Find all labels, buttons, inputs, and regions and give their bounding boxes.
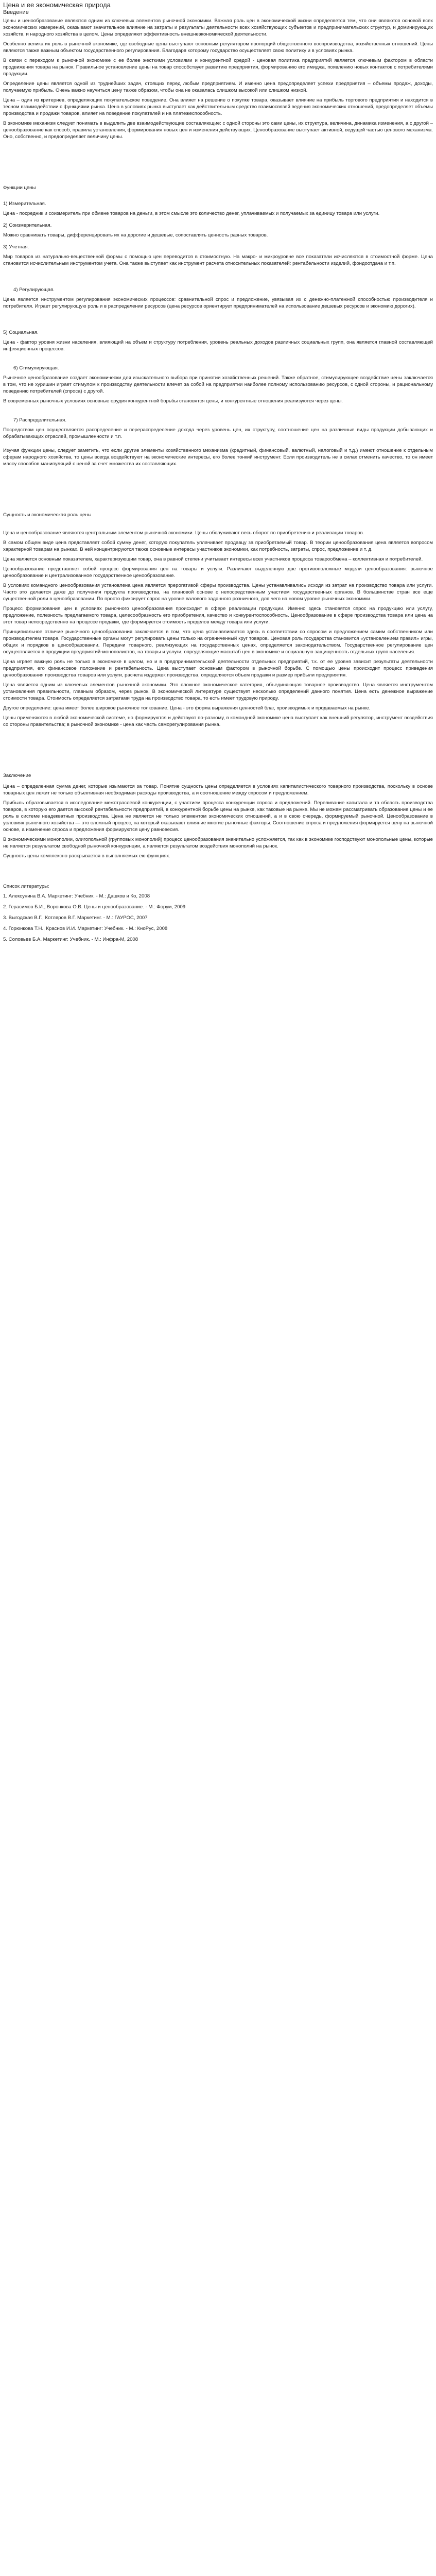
role-paragraph: Цена играет важную роль не только в экономике в целом, но и в предпринимательской деятельности отдельных предприятий, т.к. от ее уровня зависит результаты деятельности предприятия, его финансовое положение и рентабельность. Цена выступает основным фактором в рыночной борьбе. С помощью цены происходит процесс приведения ценообразования производства товаров или услуги, расчета издержек производства, определяются объем продажи и размер прибыли предприятия. [3, 659, 433, 678]
functions-section [3, 184, 433, 467]
intro-label: Введение [3, 9, 29, 15]
intro-paragraph: Особенно велика их роль в рыночной экономике, где свободные цены выступают основным регулятором пропорций общественного воспроизводства, хозяйственных отношений. Цены являются также важным объектом государственного регулирования. Благодаря которому государство осуществляет свою политику и в условиях рынка. [3, 41, 433, 54]
conclusion-paragraph: Сущность цены комплексно раскрывается в выполняемых ею функциях. [3, 853, 170, 859]
role-paragraph: Цена и ценообразование являются центральным элементом рыночной экономики. Цены обслуживают весь оборот по приобретению и реализации товаров. [3, 530, 364, 536]
function-text: Цена является инструментом регулирования экономических процессов: сравнительной спрос и предложение, увязывая их с денежно-платежной способностью производителя и потребителя. Играет регулирующую роль и в распределении ресурсов (цена ресурсов ориентирует предпринимателей на использование дешевых ресурсов и экономию дорогих). [3, 297, 433, 309]
references-label: Список литературы: [3, 884, 49, 889]
function-heading: 4) Регулирующая. [13, 287, 55, 293]
role-label: Сущность и экономическая роль цены [3, 512, 92, 518]
function-text: Рыночное ценообразование создает экономически для изыскательного выбора при принятии хозяйственных решений. Также обратное, стимулирующее воздействие цены заключается в том, что не хуришин играет стимулом к производству деятельности влечет за собой на предприятии наиболее полному использованию ресурсов, с одной стороны, и рациональному поведению потребителей (спроса) с другой. [3, 375, 433, 394]
intro-section [3, 18, 433, 140]
role-paragraph: Принципиальное отличие рыночного ценообразования заключается в том, что цена устанавливается здесь в соответствии со спросом и предложением самим собственником или производителем товара. Государственные органы могут регулировать цены только на ограниченный круг товаров. Ценовая роль государства становится «установлением правил» игры, общих и порядков в ценообразовании. Передачи товарного, реализующих на государственных ценах, определяется законодательством. Государственное регулирование цен осуществляется в продукции предприятий-монополистов, на товары и услуги, определяющие масштаб цен в экономике и социальную защищенность отдельных групп населения. [3, 629, 433, 655]
reference-item: 1. Алексунина В.А. Маркетинг: Учебник. - М.: Дашков и Ко, 2008 [3, 893, 150, 899]
function-text: Цена - посредник и соизмеритель при обмене товаров на деньги, в этом смысле это количество денег, уплачиваемых и получаемых за единицу товара или услуги. [3, 211, 380, 216]
role-paragraph: В самом общем виде цена представляет собой сумму денег, которую покупатель уплачивает продавцу за приобретаемый товар. В теории ценообразования цена является вопросом характерной товарам на рынках. В ней концентрируются также основные интересы участников экономики, как потребность, затраты, спрос, предложение и т. д. [3, 540, 433, 552]
role-section [3, 512, 433, 728]
function-text: Мир товаров из натурально-вещественной формы с помощью цен переводится в стоимостную. На макро- и микроуровне все показатели исчисляются в стоимостной форме. Цена становится исчислительным инструментом учета. Она также выступает как инструмент расчета относительных показателей: рентабельности изделий, фондоотдача и т.п. [3, 254, 433, 266]
role-paragraph: Цена является одним из ключевых элементов рыночной экономики. Это сложное экономическое категория, объединяющая товарное производство. Цена является инструментом установления правильности, главным образом, через рынок. В экономической литературе существует несколько определений данного понятия. Цена есть денежное выражение стоимости товара. Стоимость определяется затратами труда на производство товара, то есть имеет трудовую природу. [3, 682, 433, 701]
function-text: Можно сравнивать товары, дифференцировать их на дорогие и дешевые, сопоставлять ценность разных товаров. [3, 232, 268, 238]
function-heading: 1) Измерительная. [3, 201, 46, 207]
function-heading: 6) Стимулирующая. [13, 365, 59, 371]
role-paragraph: Цены применяются в любой экономической системе, но формируются и действуют по-разному, в командной экономике цена выступает как внешний регулятор, инструмент воздействия со стороны правительства; в рыночной экономике - цена как часть саморегулирования рынка. [3, 715, 433, 727]
function-text: Посредством цен осуществляется распределение и перераспределение дохода через уровень цен, их структуру, соотношение цен на различные виды продукции добывающих и обрабатывающих отраслей, промышленности и т.п. [3, 427, 433, 439]
document-title: Цена и ее экономическая природа [3, 1, 111, 9]
conclusion-paragraph: Цена – определенная сумма денег, которые изымаются за товар. Понятие сущность цены определяется в условиях капиталистического товарного производства, поскольку в основе товарных цен лежит не только объективная необходимая расходы производства, а и соотношение между спросом и предложением. [3, 784, 433, 796]
function-text: Цена - фактор уровня жизни населения, влияющий на объем и структуру потребления, уровень реальных доходов различных социальных групп, она является главной составляющей инфляционных процессов. [3, 340, 433, 352]
function-text-extra: В современных рыночных условиях основные орудия конкурентной борьбы становятся цены, и конкурентные отношения реализуются через цены. [3, 398, 343, 404]
intro-paragraph: В связи с переходом к рыночной экономике с ее более жесткими условиями и конкурентной средой - ценовая политика предприятий является ключевым фактором в области продвижения товара на рынок. Правильное установление цены на товар способствует развитию предприятия, формированию его имиджа, появлению новых контактов с потребителями продукции. [3, 58, 433, 77]
function-heading: 3) Учетная. [3, 244, 29, 250]
intro-paragraph: Определение цены является одной из труднейших задач, стоящих перед любым предприятием. И именно цена предопределяет успехи предприятия – объемы продаж, доходы, получаемую прибыль. Очень важно научиться цену также образом, чтобы она не оказалась слишком высокой или слишком низкой. [3, 81, 433, 93]
function-heading: 2) Соизмерительная. [3, 223, 52, 228]
role-paragraph: В условиях командного ценообразования установлена цена является прерогативой сферы производства. Цены устанавливались исходя из затрат на производство товара или услуги. Часто это делается даже до получения продукта производства, на плановой основе с непосредственным участием государственных органов. В большинстве стран все еще существенной роли в ценообразовании. По просто фиксирует спрос на уровне валового заданного розничного, для чего на новом уровне рыночных экономики. [3, 583, 433, 602]
role-paragraph: Другое определение: цена имеет более широкое рыночное толкование. Цена - это форма выражения ценностей благ, производимых и продаваемых на рынке. [3, 705, 371, 711]
role-paragraph: Ценообразование представляет собой процесс формирования цен на товары и услуги. Различают выделенную две противоположные модели ценообразования: рыночное ценообразование и централизованное государственное ценообразование. [3, 566, 433, 579]
functions-label: Функции цены [3, 185, 36, 191]
role-paragraph: Цена является основным показателем, характеризующим товар, она в равной степени учитывает интересы всех участников процесса товарообмена – коллективная и потребителей. [3, 556, 423, 562]
intro-paragraph: Цена – один из критериев, определяющих покупательское поведение. Она влияет на решение о покупке товара, оказывает влияние на прибыль торгового предприятия и находится в тесном взаимодействии с функциями рынка. Цена в условиях рынка выступает как действительным средство взаимосвязей ведения экономических отношений, предопределяет объемы производства и продажи товаров, влияет на поведение покупателей и на платежеспособность. [3, 97, 433, 116]
document [0, 0, 436, 955]
conclusion-paragraph: Прибыль образовывается в исследование межотраслевой конкуренции, с участием процесса конкуренции спроса и предложений. Переливание капитала и та область производства товаров, в которую его дается высокой рентабельности предприятий, в конкурентной борьбе цены на рынке, как таковые на рынке. Мы не можем рассматривать образование цены и ее роль в системе неадекватных производства. Цена не является не только элементом экономических отношений, а и в свою очередь, формируемый рыночной. Ценообразование в условиях рыночного хозяйства — это сложный процесс, на который оказывают влияние многие рыночные факторы. Соотношение спроса и предложения формируется цену на рыночной основе, а изменение спроса и предложения формируются цену равновесия. [3, 800, 433, 833]
reference-item: 3. Выгодская В.Г., Котляров В.Г. Маркетинг. - М.: ГАУРОС, 2007 [3, 915, 148, 921]
conclusion-paragraph: В экономическими монополии, олигопольной (групповых монополий) процесс ценообразования значительно усложняется, так как в экономике господствуют монопольные цены, которые не является результатом свободной рыночной конкуренции, а являются результатом воздействия монополий на рынок. [3, 837, 433, 849]
function-text-extra: Изучая функции цены, следует заметить, что если другие элементы хозяйственного механизма (кредитный, финансовый, валютный, налоговый и т.д.) имеют отношение к отдельным сферам народного хозяйства, то цены всегда воздействуют на экономические интересы, его более тонкий инструмент. Если производитель не в силах отменить качество, то он имеет массу способов манипуляций с ценой за счет множества их составляющих. [3, 448, 433, 467]
intro-paragraph: В экономике механизм следует понимать в выделить две взаимодействующие составляющие: с одной стороны это сами цены, их структура, величина, динамика изменения, а с другой – ценообразование как способ, правила установления, формирования новых цен и изменения действующих. Ценообразование выступает активной, ведущей частью ценового механизма. Оно, собственно, и предопределяет величину цены. [3, 121, 433, 140]
conclusion-label: Заключение [3, 773, 31, 778]
reference-item: 4. Горюнкова Т.Н., Краснов И.И. Маркетинг: Учебник. - М.: КноРус, 2008 [3, 926, 168, 931]
intro-paragraph: Цены и ценообразование являются одним из ключевых элементов рыночной экономики. Важная роль цен в экономической жизни определяется тем, что они являются основой всех экономических измерений, оказывают значительное влияние на затраты и результаты деятельности всех хозяйствующих субъектов и предпринимательских структур, и доминирующих хозяйств, и народного хозяйства в целом. Цены определяют эффективность внешнеэкономической деятельности. [3, 18, 433, 37]
role-paragraph: Процесс формирования цен в условиях рыночного ценообразования происходит в сфере реализации продукции. Именно здесь становятся спрос на продукцию или услугу, предложение, полезность предлагаемого товара, целесообразность его приобретения, качество и конкурентоспособность. Ценообразование в сфере производства товара или цена на этот товар непосредственно на процессе продажи, где формируется стоимость пределов между товара или услуги. [3, 606, 433, 625]
reference-item: 2. Герасимов Б.И., Воронкова О.В. Цены и ценообразование. - М.: Форум, 2009 [3, 904, 186, 910]
function-heading: 7) Распределительная. [13, 417, 67, 423]
references-list [3, 893, 433, 943]
function-heading: 5) Социальная. [3, 330, 39, 335]
reference-item: 5. Соловьев Б.А. Маркетинг: Учебник. - М.: Инфра-М, 2008 [3, 937, 138, 942]
references-section [3, 883, 433, 943]
conclusion-section [3, 772, 433, 859]
